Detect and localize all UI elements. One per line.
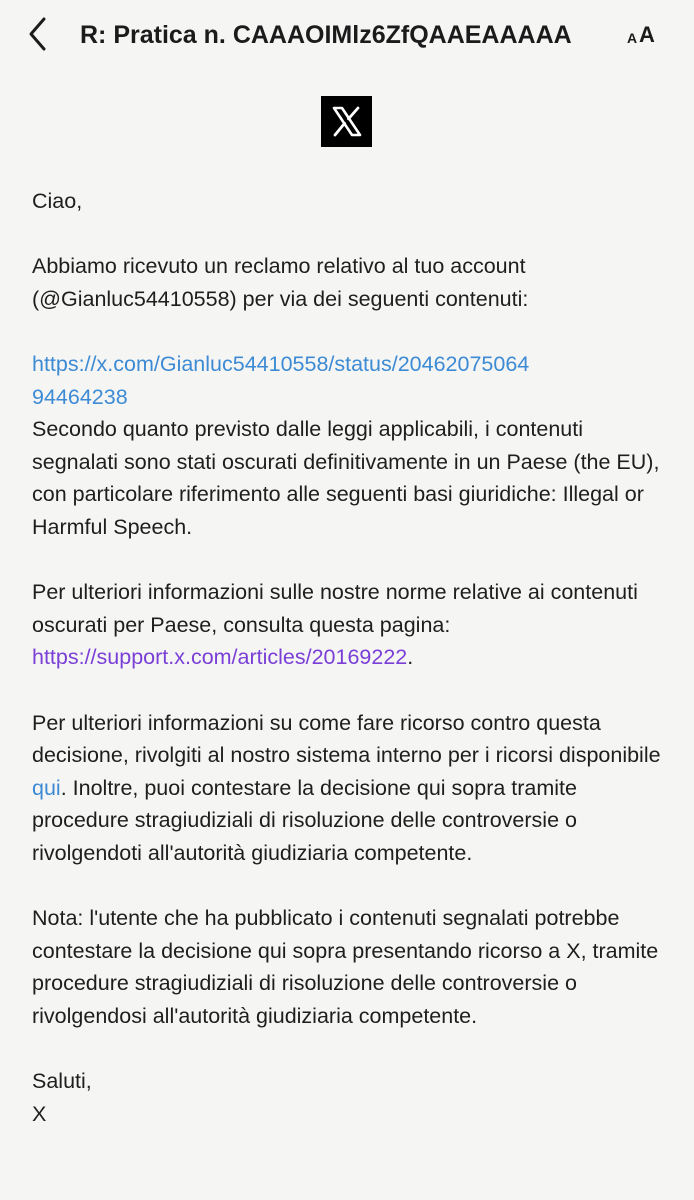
- text-size-large-a: A: [639, 22, 655, 47]
- email-body: [32, 185, 672, 1130]
- email-subject: R: Pratica n. CAAAOIMlz6ZfQAAEAAAAA: [80, 21, 572, 49]
- appeal-paragraph: Per ulteriori informazioni su come fare ricorso contro questa decisione, rivolgiti al nostro sistema interno per i ricorsi disponibile qui. Inoltre, puoi contestare la decisione qui sopra tramite procedure stragiudiziali di risoluzione delle controversie o rivolgendoti all'autorità giudiziaria competente.: [32, 710, 661, 865]
- back-button[interactable]: [22, 14, 54, 54]
- signature: X: [32, 1101, 47, 1126]
- greeting: Ciao,: [32, 189, 83, 213]
- withheld-paragraph: Secondo quanto previsto dalle leggi applicabili, i contenuti segnalati sono stati oscurati definitivamente in un Paese (the EU), con particolare riferimento alle seguenti basi giuridiche: Illegal or Harmful Speech.: [32, 417, 660, 539]
- text-size-button[interactable]: [624, 18, 664, 50]
- closing: Saluti,: [32, 1069, 92, 1094]
- appeal-link[interactable]: qui: [32, 775, 61, 800]
- support-article-link[interactable]: https://support.x.com/articles/20169222: [32, 645, 408, 670]
- status-link-paragraph: [32, 348, 672, 413]
- note-paragraph: Nota: l'utente che ha pubblicato i contenuti segnalati potrebbe contestare la decisione qui sopra presentando ricorso a X, tramite procedure stragiudiziali di risoluzione delle controversie o rivolgendosi all'autorità giudiziaria competente.: [32, 906, 659, 1028]
- status-link[interactable]: https://x.com/Gianluc54410558/status/20462075064 94464238: [32, 351, 530, 409]
- info-paragraph: Per ulteriori informazioni sulle nostre norme relative ai contenuti oscurati per Paese, consulta questa pagina: https://support.x.com/articles/20169222.: [32, 580, 638, 670]
- complaint-paragraph: Abbiamo ricevuto un reclamo relativo al tuo account (@Gianluc54410558) per via dei seguenti contenuti:: [32, 254, 529, 311]
- chevron-left-icon: [22, 14, 54, 54]
- text-size-small-a: A: [627, 30, 638, 46]
- x-logo-icon: [321, 96, 372, 147]
- navigation-bar: [0, 0, 694, 70]
